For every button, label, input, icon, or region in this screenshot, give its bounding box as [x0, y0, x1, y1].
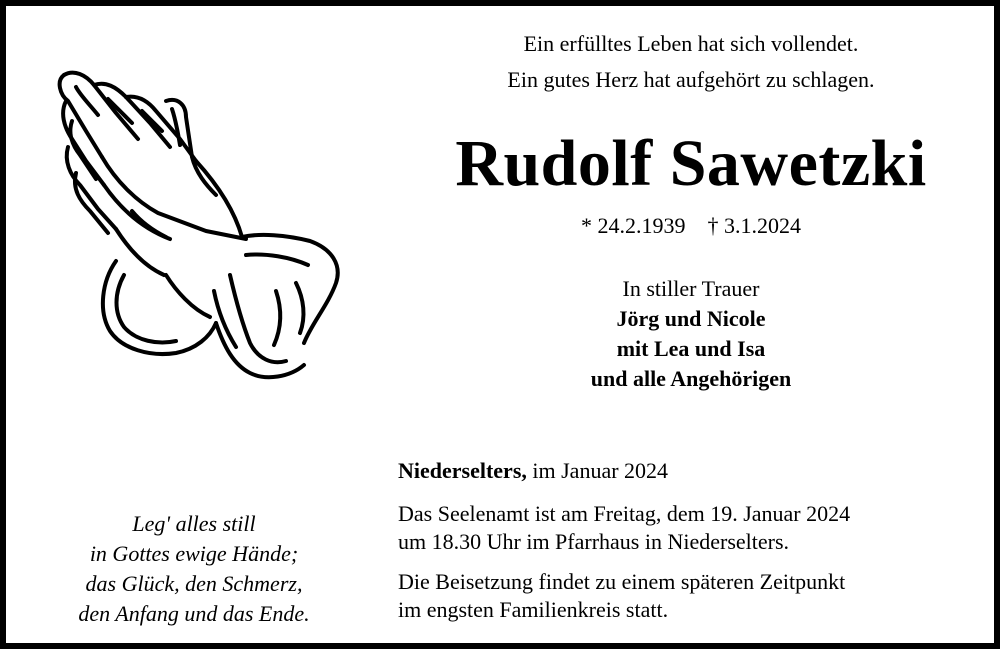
- mourners-line-1: Jörg und Nicole: [616, 306, 766, 331]
- life-dates: [436, 211, 946, 241]
- mourners-line-2: mit Lea und Isa: [616, 336, 766, 361]
- mourners-intro: In stiller Trauer: [622, 276, 760, 301]
- verse-line-4: den Anfang und das Ende.: [78, 601, 310, 626]
- mourners-block: [436, 274, 946, 394]
- mourners-line-3: und alle Angehörigen: [590, 366, 792, 391]
- verse-line-1: Leg' alles still: [132, 511, 256, 536]
- birth-date: * 24.2.1939: [581, 213, 686, 238]
- praying-hands-icon: [46, 61, 346, 381]
- place-date-text: im Januar 2024: [532, 458, 669, 483]
- place-town: Niederselters,: [398, 458, 527, 483]
- verse-line-3: das Glück, den Schmerz,: [85, 571, 303, 596]
- intro-text: [436, 26, 946, 98]
- intro-line-2: Ein gutes Herz hat aufgehört zu schlagen.: [507, 67, 875, 92]
- burial-line-2: im engsten Familienkreis statt.: [398, 597, 669, 622]
- service-info: [398, 500, 958, 556]
- burial-line-1: Die Beisetzung findet zu einem späteren Zeitpunkt: [398, 569, 846, 594]
- service-line-2: um 18.30 Uhr im Pfarrhaus in Niederselters.: [398, 529, 790, 554]
- intro-line-1: Ein erfülltes Leben hat sich vollendet.: [523, 31, 859, 56]
- death-date: † 3.1.2024: [707, 213, 801, 238]
- burial-info: [398, 568, 958, 624]
- verse: [36, 509, 352, 629]
- deceased-name: Rudolf Sawetzki: [455, 127, 927, 200]
- verse-line-2: in Gottes ewige Hände;: [89, 541, 299, 566]
- service-line-1: Das Seelenamt ist am Freitag, dem 19. Januar 2024: [398, 501, 851, 526]
- obituary-notice: [6, 6, 994, 643]
- place-date: [398, 456, 668, 486]
